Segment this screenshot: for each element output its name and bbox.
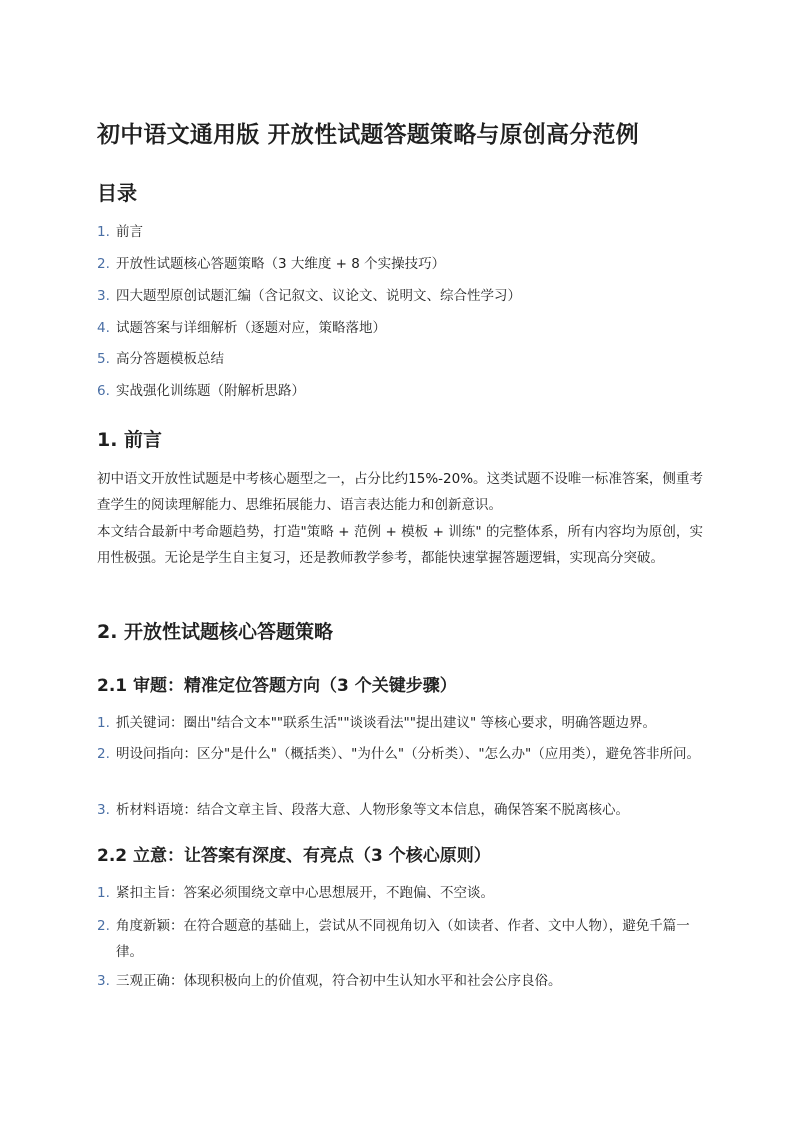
list-item-text: 明设问指向：区分"是什么"（概括类）、"为什么"（分析类）、"怎么办"（应用类），避免答非所问。 xyxy=(116,746,701,762)
paragraph: 本文结合最新中考命题趋势，打造"策略 + 范例 + 模板 + 训练" 的完整体系，所有内容均为原创，实用性极强。无论是学生自主复习，还是教师教学参考，都能快速掌握答题逻辑，实现高分突破。 xyxy=(97,524,703,566)
toc-item[interactable] xyxy=(97,254,445,274)
toc-item-label: 高分答题模板总结 xyxy=(116,351,224,367)
section-heading: 1. 前言 xyxy=(97,429,163,451)
list-item xyxy=(97,741,703,767)
toc-item-number: 5. xyxy=(97,351,110,367)
list-item xyxy=(97,880,703,906)
document-title: 初中语文通用版 开放性试题答题策略与原创高分范例 xyxy=(97,122,639,148)
list-item-number: 2. xyxy=(97,918,110,934)
toc-item[interactable] xyxy=(97,318,386,338)
toc-heading: 目录 xyxy=(97,181,137,205)
list-item-text: 析材料语境：结合文章主旨、段落大意、人物形象等文本信息，确保答案不脱离核心。 xyxy=(116,802,629,818)
toc-item-label: 试题答案与详细解析（逐题对应，策略落地） xyxy=(116,320,386,336)
list-item-number: 3. xyxy=(97,973,110,989)
list-item-number: 2. xyxy=(97,746,110,762)
toc-item-number: 2. xyxy=(97,256,110,272)
toc-item-number: 1. xyxy=(97,224,110,240)
toc-item[interactable] xyxy=(97,381,305,401)
section-heading: 2. 开放性试题核心答题策略 xyxy=(97,621,334,643)
list-item-text: 抓关键词：圈出"结合文本""联系生活""谈谈看法""提出建议" 等核心要求，明确答题边界。 xyxy=(116,715,656,731)
toc-item-label: 四大题型原创试题汇编（含记叙文、议论文、说明文、综合性学习） xyxy=(116,288,521,304)
list-item-number: 3. xyxy=(97,802,110,818)
list-item-number: 1. xyxy=(97,715,110,731)
list-item xyxy=(97,710,703,736)
subsection-heading: 2.1 审题：精准定位答题方向（3 个关键步骤） xyxy=(97,676,457,696)
list-item xyxy=(97,968,703,994)
toc-item-label: 实战强化训练题（附解析思路） xyxy=(116,383,305,399)
list-item-number: 1. xyxy=(97,885,110,901)
paragraph: 初中语文开放性试题是中考核心题型之一，占分比约15%-20%。这类试题不设唯一标准答案，侧重考查学生的阅读理解能力、思维拓展能力、语言表达能力和创新意识。 xyxy=(97,471,703,513)
toc-item-label: 开放性试题核心答题策略（3 大维度 + 8 个实操技巧） xyxy=(116,256,446,272)
list-item-text: 紧扣主旨：答案必须围绕文章中心思想展开，不跑偏、不空谈。 xyxy=(116,885,494,901)
subsection-heading: 2.2 立意：让答案有深度、有亮点（3 个核心原则） xyxy=(97,846,491,866)
list-item xyxy=(97,797,703,823)
toc-item-number: 4. xyxy=(97,320,110,336)
toc-item-number: 3. xyxy=(97,288,110,304)
toc-item-number: 6. xyxy=(97,383,110,399)
list-item-text: 角度新颖：在符合题意的基础上，尝试从不同视角切入（如读者、作者、文中人物），避免千篇一律。 xyxy=(116,918,690,960)
toc-item[interactable] xyxy=(97,349,224,369)
toc-item[interactable] xyxy=(97,286,521,306)
toc-item[interactable] xyxy=(97,222,143,242)
toc-item-label: 前言 xyxy=(116,224,143,240)
list-item xyxy=(97,913,703,965)
list-item-text: 三观正确：体现积极向上的价值观，符合初中生认知水平和社会公序良俗。 xyxy=(116,973,562,989)
